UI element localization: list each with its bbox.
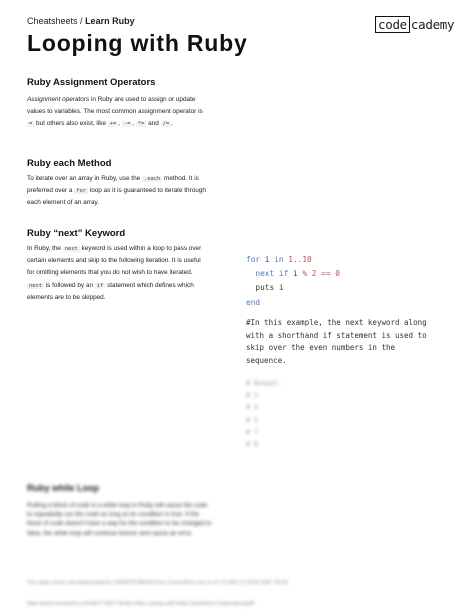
section-text-next <box>27 243 207 304</box>
section-title-assignment: Ruby Assignment Operators <box>27 77 156 88</box>
code-keyword-if: if <box>278 269 289 279</box>
breadcrumb <box>27 16 135 26</box>
code-inline-times-eq: *= <box>137 121 145 128</box>
code-line-4: end <box>246 297 261 307</box>
code-keyword-next: next <box>255 269 275 279</box>
code-range: 1..10 <box>288 255 312 264</box>
code-example <box>246 253 340 310</box>
code-num-two: 2 <box>311 269 317 279</box>
code-inline-each: .each <box>143 176 161 182</box>
breadcrumb-root[interactable]: Cheatsheets <box>27 16 78 26</box>
section-text-assignment <box>27 94 207 131</box>
code-line-1 <box>246 253 340 267</box>
code-output-blurred: # Output: # 1 # 3 # 5 # 7 # 9 <box>246 379 282 449</box>
next-text-3: is followed by an <box>43 281 95 289</box>
assignment-text-4: , <box>132 120 136 128</box>
assignment-text-5: and <box>146 120 161 128</box>
code-inline-for: for <box>76 188 86 195</box>
breadcrumb-separator: / <box>77 16 86 26</box>
code-line-2 <box>246 267 340 281</box>
code-num-zero: 0 <box>335 269 340 279</box>
footer-url[interactable]: https://www.coursehero.com/file/77166774/ruby-Help-Looping-with-Ruby-Cheatsheet-Codecademypdf/ <box>27 601 255 607</box>
section-text-each <box>27 173 207 210</box>
each-text-3: loop as it is guaranteed to iterate through each element of an array. <box>27 187 206 207</box>
code-line-3: puts i <box>246 283 284 293</box>
code-keyword-for: for <box>246 255 261 264</box>
each-text-2: method. It is preferred over a <box>27 175 199 195</box>
page-title: Looping with Ruby <box>27 30 248 56</box>
next-text-2: keyword is used within a loop to pass over certain elements and skip to the following iteration. It is useful for omitting elements that you do not wish to have iterated. <box>27 245 202 277</box>
code-comment: #In this example, the next keyword along with a shorthand if statement is used to skip over the even numbers in the sequence. <box>246 318 427 365</box>
codecademy-logo[interactable] <box>375 16 454 33</box>
assignment-italic: Assignment operators <box>27 96 90 103</box>
assignment-text-1: in Ruby are used to assign or update values to variables. The most common assignment operator is <box>27 96 203 116</box>
code-inline-eq: = <box>29 121 33 128</box>
section-title-each: Ruby each Method <box>27 158 112 169</box>
blurred-section-title: Ruby while Loop <box>27 483 99 493</box>
code-indent <box>246 269 255 278</box>
code-inline-if: if <box>96 282 104 289</box>
code-var: i <box>260 255 275 264</box>
code-inline-next-2: next <box>29 282 42 289</box>
code-inline-next: next <box>64 246 78 252</box>
next-text-4: statement which defines which elements are to be skipped. <box>27 281 194 301</box>
code-inline-minus-eq: -= <box>123 121 131 128</box>
blurred-section <box>27 483 212 538</box>
section-title-next: Ruby “next” Keyword <box>27 228 126 239</box>
blurred-section-text: Putting a block of code in a while loop in Ruby will cause the code to repeatedly run the code as long as its condition is true. If the block of code doesn't have a way for the condition to be changed to false, the while loop will continue forever and cause an error. <box>27 502 212 537</box>
code-op-eq: == <box>321 269 331 279</box>
assignment-text-2: but others also exist, like <box>34 120 108 128</box>
next-text-1: In Ruby, the <box>27 245 63 252</box>
footer-notice: This study source was downloaded by 100000787960164 from CourseHero.com on 07-11-2021 21:25:06 GMT -05:00 <box>27 580 288 586</box>
code-op-mod: % <box>302 269 308 279</box>
code-var: i <box>288 269 303 279</box>
logo-box-text: code <box>375 16 410 33</box>
breadcrumb-current[interactable]: Learn Ruby <box>85 16 135 26</box>
code-inline-plus-eq: += <box>109 121 117 128</box>
each-text-1: To iterate over an array in Ruby, use the <box>27 175 142 182</box>
code-inline-div-eq: /= <box>162 121 170 128</box>
logo-rest-text: cademy <box>410 17 455 32</box>
assignment-text-3: , <box>118 120 122 128</box>
code-keyword-in: in <box>274 255 284 264</box>
assignment-text-6: . <box>171 120 173 128</box>
